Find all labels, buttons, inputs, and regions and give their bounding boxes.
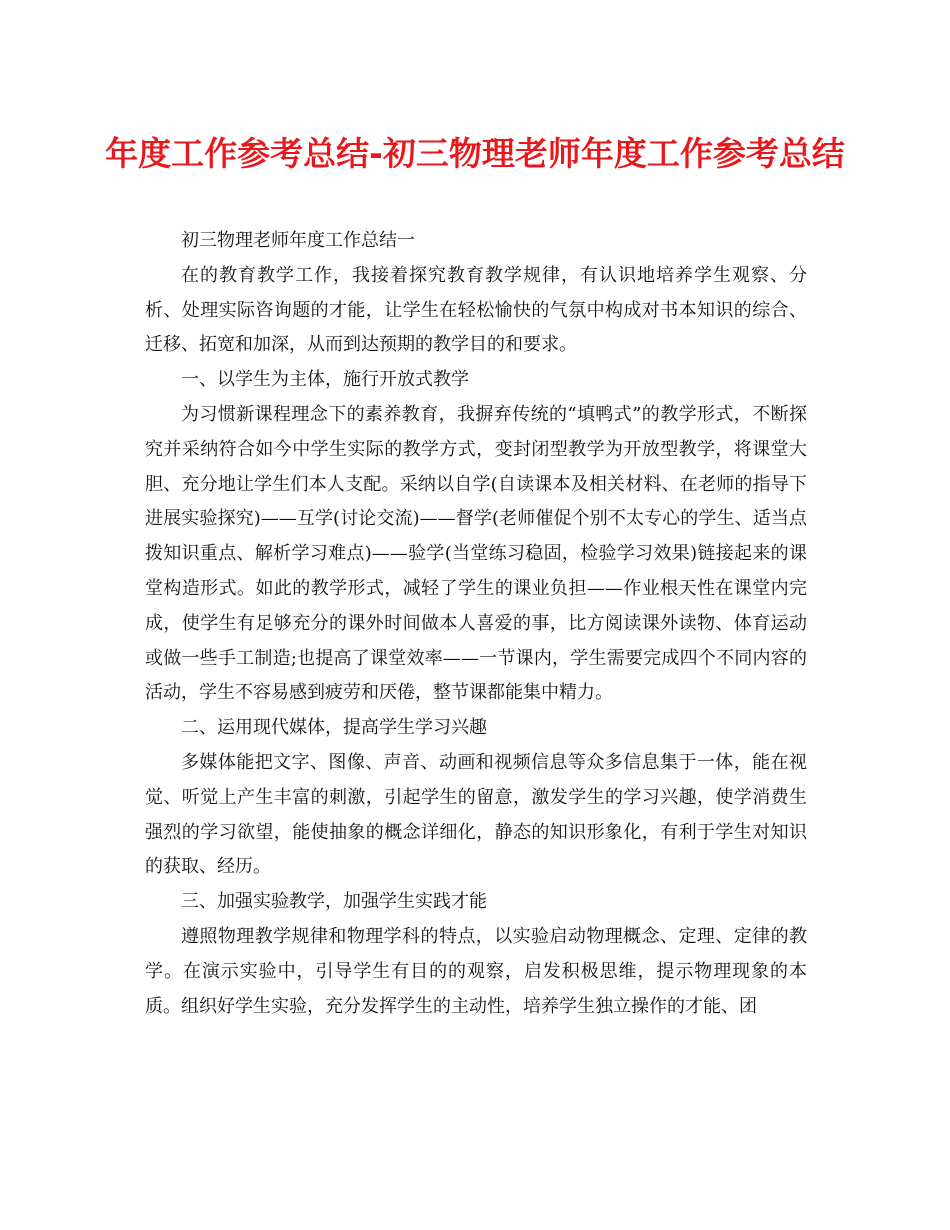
section-heading-2: 二、运用现代媒体，提高学生学习兴趣 [181, 717, 487, 739]
section-heading-1: 一、以学生为主体，施行开放式教学 [181, 369, 469, 391]
section-paragraph-2: 多媒体能把文字、图像、声音、动画和视频信息等众多信息集于一体，能在视觉、听觉上产生丰富的刺激，引起学生的留意，激发学生的学习兴趣，使学消费生强烈的学习欲望，能使抽象的概念详细化，静态的知识形象化，有利于学生对知识的获取、经历。 [145, 751, 807, 878]
subtitle-paragraph: 初三物理老师年度工作总结一 [181, 230, 415, 251]
document-title: 年度工作参考总结-初三物理老师年度工作参考总结 [105, 134, 845, 173]
section-paragraph-3: 遵照物理教学规律和物理学科的特点，以实验启动物理概念、定理、定律的教学。在演示实验中，引导学生有目的的观察，启发积极思维，提示物理现象的本质。组织好学生实验，充分发挥学生的主动性，培养学生独立操作的才能、团 [145, 925, 807, 1017]
section-heading-3: 三、加强实验教学，加强学生实践才能 [181, 891, 487, 913]
document-body [145, 224, 807, 1024]
section-paragraph-1: 为习惯新课程理念下的素养教育，我摒弃传统的“填鸭式”的教学形式，不断探究并采纳符合如今中学生实际的教学方式，变封闭型教学为开放型教学，将课堂大胆、充分地让学生们本人支配。采纳以自学(自读课本及相关材料、在老师的指导下进展实验探究)——互学(讨论交流)——督学(老师催促个别不太专心的学生、适当点拨知识重点、解析学习难点)——验学(当堂练习稳固，检验学习效果)链接起来的课堂构造形式。如此的教学形式，减轻了学生的课业负担——作业根天性在课堂内完成，使学生有足够充分的课外时间做本人喜爱的事，比方阅读课外读物、体育运动或做一些手工制造;也提高了课堂效率——一节课内，学生需要完成四个不同内容的活动，学生不容易感到疲劳和厌倦，整节课都能集中精力。 [145, 403, 807, 704]
intro-paragraph: 在的教育教学工作，我接着探究教育教学规律，有认识地培养学生观察、分析、处理实际咨询题的才能，让学生在轻松愉快的气氛中构成对书本知识的综合、迁移、拓宽和加深，从而到达预期的教学目的和要求。 [145, 264, 807, 356]
